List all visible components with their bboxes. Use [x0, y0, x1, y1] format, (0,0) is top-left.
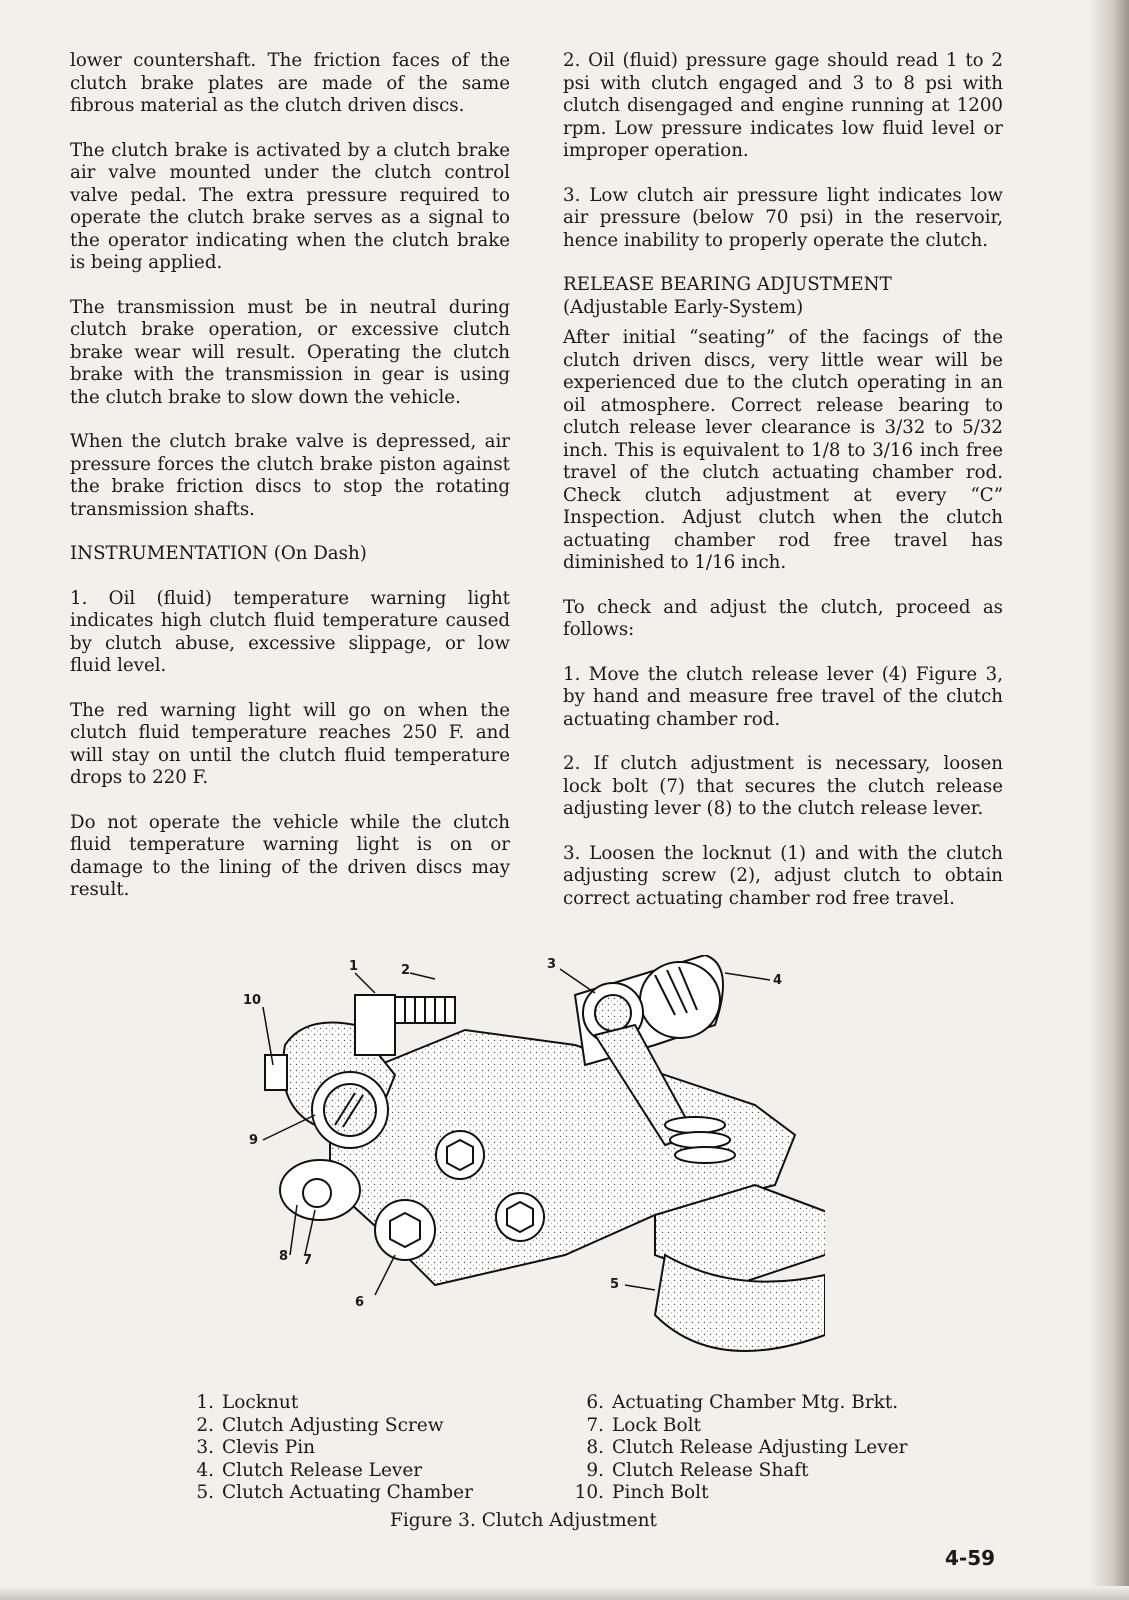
legend-item: 3. Clevis Pin — [196, 1437, 316, 1458]
paragraph: 3. Low clutch air pressure light indicates low air pressure (below 70 psi) in the reservoir, hence inability to properly operate the clutch. — [563, 184, 1003, 251]
legend-item: 4. Clutch Release Lever — [196, 1459, 423, 1481]
left-column — [70, 50, 510, 924]
section-heading: INSTRUMENTATION (On Dash) — [70, 543, 367, 564]
paragraph: 1. Oil (fluid) temperature warning light indicates high clutch fluid temperature caused by clutch abuse, excessive slippage, or low fluid level. — [70, 587, 510, 676]
callout-label: 2 — [401, 963, 411, 978]
callout-label: 6 — [355, 1295, 365, 1310]
callout-label: 7 — [303, 1253, 313, 1268]
page-edge-shadow — [1089, 0, 1129, 1600]
callout-label: 5 — [610, 1277, 620, 1292]
legend-item: 10. Pinch Bolt — [574, 1482, 709, 1503]
legend-item: 8. Clutch Release Adjusting Lever — [586, 1437, 908, 1458]
clutch-adjustment-figure — [235, 955, 825, 1375]
paragraph: 1. Move the clutch release lever (4) Figure 3, by hand and measure free travel of the clutch actuating chamber rod. — [563, 663, 1003, 730]
right-column — [563, 50, 1003, 932]
callout-label: 8 — [279, 1249, 289, 1264]
paragraph: 2. If clutch adjustment is necessary, loosen lock bolt (7) that secures the clutch release adjusting lever (8) to the clutch release lever. — [563, 753, 1003, 819]
paragraph: When the clutch brake valve is depressed, air pressure forces the clutch brake piston against the brake friction discs to stop the rotating transmission shafts. — [70, 431, 510, 520]
paragraph: The transmission must be in neutral during clutch brake operation, or excessive clutch brake wear will result. Operating the clutch brake with the transmission in gear is using the clutch brake to slow down the vehicle. — [70, 296, 510, 408]
section-heading: RELEASE BEARING ADJUSTMENT — [563, 274, 892, 295]
callout-label: 4 — [773, 973, 783, 988]
paragraph: To check and adjust the clutch, proceed as follows: — [563, 596, 1003, 640]
page-number: 4-59 — [945, 1546, 996, 1570]
legend-item: 1. Locknut — [196, 1392, 299, 1413]
clutch-diagram — [235, 955, 825, 1375]
legend-item: 7. Lock Bolt — [586, 1414, 701, 1436]
callout-label: 10 — [243, 993, 262, 1008]
legend-item: 2. Clutch Adjusting Screw — [196, 1414, 444, 1436]
paragraph: 2. Oil (fluid) pressure gage should read 1 to 2 psi with clutch engaged and 3 to 8 psi with clutch disengaged and engine running at 1200 rpm. Low pressure indicates low fluid level or improper operation. — [563, 50, 1003, 161]
callout-label: 3 — [547, 957, 557, 972]
legend-item: 5. Clutch Actuating Chamber — [196, 1482, 473, 1503]
legend-item: 9. Clutch Release Shaft — [586, 1459, 809, 1481]
callout-label: 1 — [349, 959, 359, 974]
paragraph: After initial “seating” of the facings of the clutch driven discs, very little wear will be experienced due to the clutch operating in an oil atmosphere. Correct release bearing to clutch release lever clearance is 3/32 to 5/32 inch. This is equivalent to 1/8 to 3/16 inch free travel of the clutch actuating chamber rod. Check clutch adjustment at every “C” Inspection. Adjust clutch when the clutch actuating chamber rod free travel has diminished to 1/16 inch. — [563, 327, 1003, 573]
figure-legend-right — [572, 1392, 908, 1505]
paragraph: The clutch brake is activated by a clutch brake air valve mounted under the clutch control valve pedal. The extra pressure required to operate the clutch brake serves as a signal to the operator indicating when the clutch brake is being applied. — [70, 139, 510, 273]
figure-legend-left — [182, 1392, 473, 1505]
figure-caption: Figure 3. Clutch Adjustment — [390, 1510, 657, 1531]
callout-label: 9 — [249, 1133, 259, 1148]
paragraph: The red warning light will go on when the clutch fluid temperature reaches 250 F. and will stay on until the clutch fluid temperature drops to 220 F. — [70, 699, 510, 788]
paragraph: lower countershaft. The friction faces of the clutch brake plates are made of the same fibrous material as the clutch driven discs. — [70, 50, 510, 116]
page-bottom-shadow — [0, 1586, 1129, 1600]
paragraph: Do not operate the vehicle while the clutch fluid temperature warning light is on or damage to the lining of the driven discs may result. — [70, 811, 510, 900]
paragraph: 3. Loosen the locknut (1) and with the clutch adjusting screw (2), adjust clutch to obtain correct actuating chamber rod free travel. — [563, 842, 1003, 909]
legend-item: 6. Actuating Chamber Mtg. Brkt. — [586, 1392, 899, 1413]
section-subheading: (Adjustable Early-System) — [563, 296, 804, 318]
